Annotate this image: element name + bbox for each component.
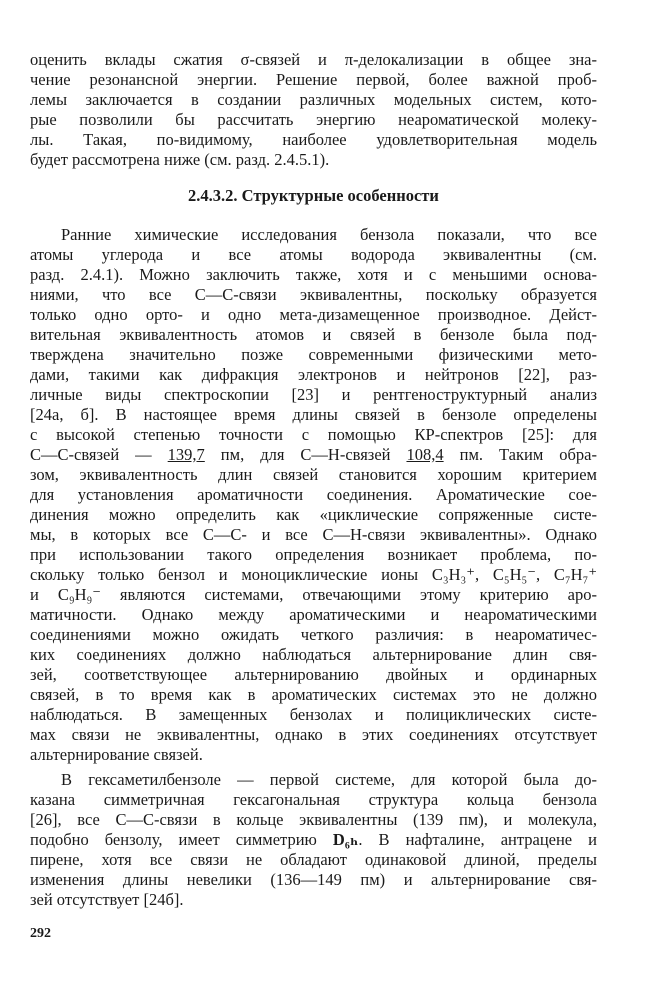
text-line: тверждена значительно позже современными физическими мето-: [30, 345, 597, 364]
ion-formula: C₉H₉⁻: [57, 585, 101, 604]
text-line: В гексаметилбензоле — первой системе, для которой была до-: [61, 770, 597, 789]
text-line: атомы углерода и все атомы водорода эквивалентны (см.: [30, 245, 597, 264]
text-line: Ранние химические исследования бензола показали, что все: [61, 225, 597, 244]
text-line: только одно орто- и одно мета-дизамещенное производное. Дейст-: [30, 305, 597, 324]
text-line: наблюдаться. В замещенных бензолах и полициклических систе-: [30, 705, 597, 724]
point-group: D₆ₕ: [332, 830, 359, 849]
text-line: связей, в то время как в ароматических системах это не должно: [30, 685, 597, 704]
text-line: казана симметричная гексагональная структура кольца бензола: [30, 790, 597, 809]
text-line: ниями, что все С—С-связи эквивалентны, поскольку образуется: [30, 285, 597, 304]
ion-formula: C₇H₇⁺: [553, 565, 597, 584]
ion-formula: C₅H₅⁻: [492, 565, 537, 584]
text-line: личные виды спектроскопии [23] и рентгеноструктурный анализ: [30, 385, 597, 404]
ions-line: скольку только бензол и моноциклические ионы C₃H₃⁺, C₅H₅⁻, C₇H₇⁺: [30, 565, 597, 584]
symmetry-text: подобно бензолу, имеет симметрию: [30, 830, 333, 849]
text-line: дами, такими как дифракция электронов и нейтронов [22], раз-: [30, 365, 597, 384]
text-line: при использовании такого определения возникает проблема, по-: [30, 545, 597, 564]
ion-formula: C₃H₃⁺: [431, 565, 475, 584]
text-line: ких соединениях должно наблюдаться альтернирование длин свя-: [30, 645, 597, 664]
text-line: лемы заключается в создании различных модельных систем, кото-: [30, 90, 597, 109]
bond-length-line: [30, 445, 597, 465]
ions-text: скольку только бензол и моноциклические ионы: [30, 565, 432, 584]
symmetry-text: . В нафталине, антрацене и: [358, 830, 597, 849]
text-line: матичности. Однако между ароматическими и неароматическими: [30, 605, 597, 624]
text-line: пирене, хотя все связи не обладают одинаковой длиной, пределы: [30, 850, 597, 869]
symmetry-line: [30, 830, 597, 850]
text-line: [24а, б]. В настоящее время длины связей в бензоле определены: [30, 405, 597, 424]
text-line: оценить вклады сжатия σ-связей и π-делокализации в общее зна-: [30, 50, 597, 69]
text-line: разд. 2.4.1). Можно заключить также, хотя и с меньшими основа-: [30, 265, 597, 284]
text-line: альтернирование связей.: [30, 745, 203, 764]
text-line: зей отсутствует [24б].: [30, 890, 184, 909]
text-line: лы. Такая, по-видимому, наиболее удовлетворительная модель: [30, 130, 597, 149]
text-line: зей, соответствующее альтернированию двойных и ординарных: [30, 665, 597, 684]
text-line: рые позволили бы рассчитать энергию неароматической молеку-: [30, 110, 597, 129]
bond-text: пм, для С—Н-связей: [204, 445, 407, 464]
text-line: вительная эквивалентность атомов и связей в бензоле была под-: [30, 325, 597, 344]
text-line: соединениями можно ожидать четкого различия: в неароматичес-: [30, 625, 597, 644]
section-heading: 2.4.3.2. Структурные особенности: [188, 186, 439, 205]
text-line: будет рассмотрена ниже (см. разд. 2.4.5.1).: [30, 150, 330, 169]
text-line: мах связи не эквивалентны, однако в этих соединениях отсутствует: [30, 725, 597, 744]
text-line: с высокой степенью точности с помощью КР-спектров [25]: для: [30, 425, 597, 444]
ions-text: являются системами, отвечающими этому критерию аро-: [100, 585, 597, 604]
bond-text: С—С-связей —: [30, 445, 168, 464]
text-line: динения можно определить как «циклические сопряженные систе-: [30, 505, 597, 524]
cc-bond-length: 139,7: [167, 445, 205, 464]
text-line: [26], все С—С-связи в кольце эквивалентны (139 пм), и молекула,: [30, 810, 597, 829]
ions-text: и: [30, 585, 58, 604]
bond-text: пм. Таким обра-: [443, 445, 597, 464]
page-number: 292: [30, 926, 51, 941]
text-line: для установления ароматичности соединения. Ароматические сое-: [30, 485, 597, 504]
ions-line: [30, 585, 597, 605]
text-line: мы, в которых все С—С- и все С—Н-связи эквивалентны». Однако: [30, 525, 597, 544]
text-line: чение резонансной энергии. Решение первой, более важной проб-: [30, 70, 597, 89]
ch-bond-length: 108,4: [406, 445, 444, 464]
text-line: изменения длины невелики (136—149 пм) и альтернирование свя-: [30, 870, 597, 889]
text-line: зом, эквивалентность длин связей становится хорошим критерием: [30, 465, 597, 484]
